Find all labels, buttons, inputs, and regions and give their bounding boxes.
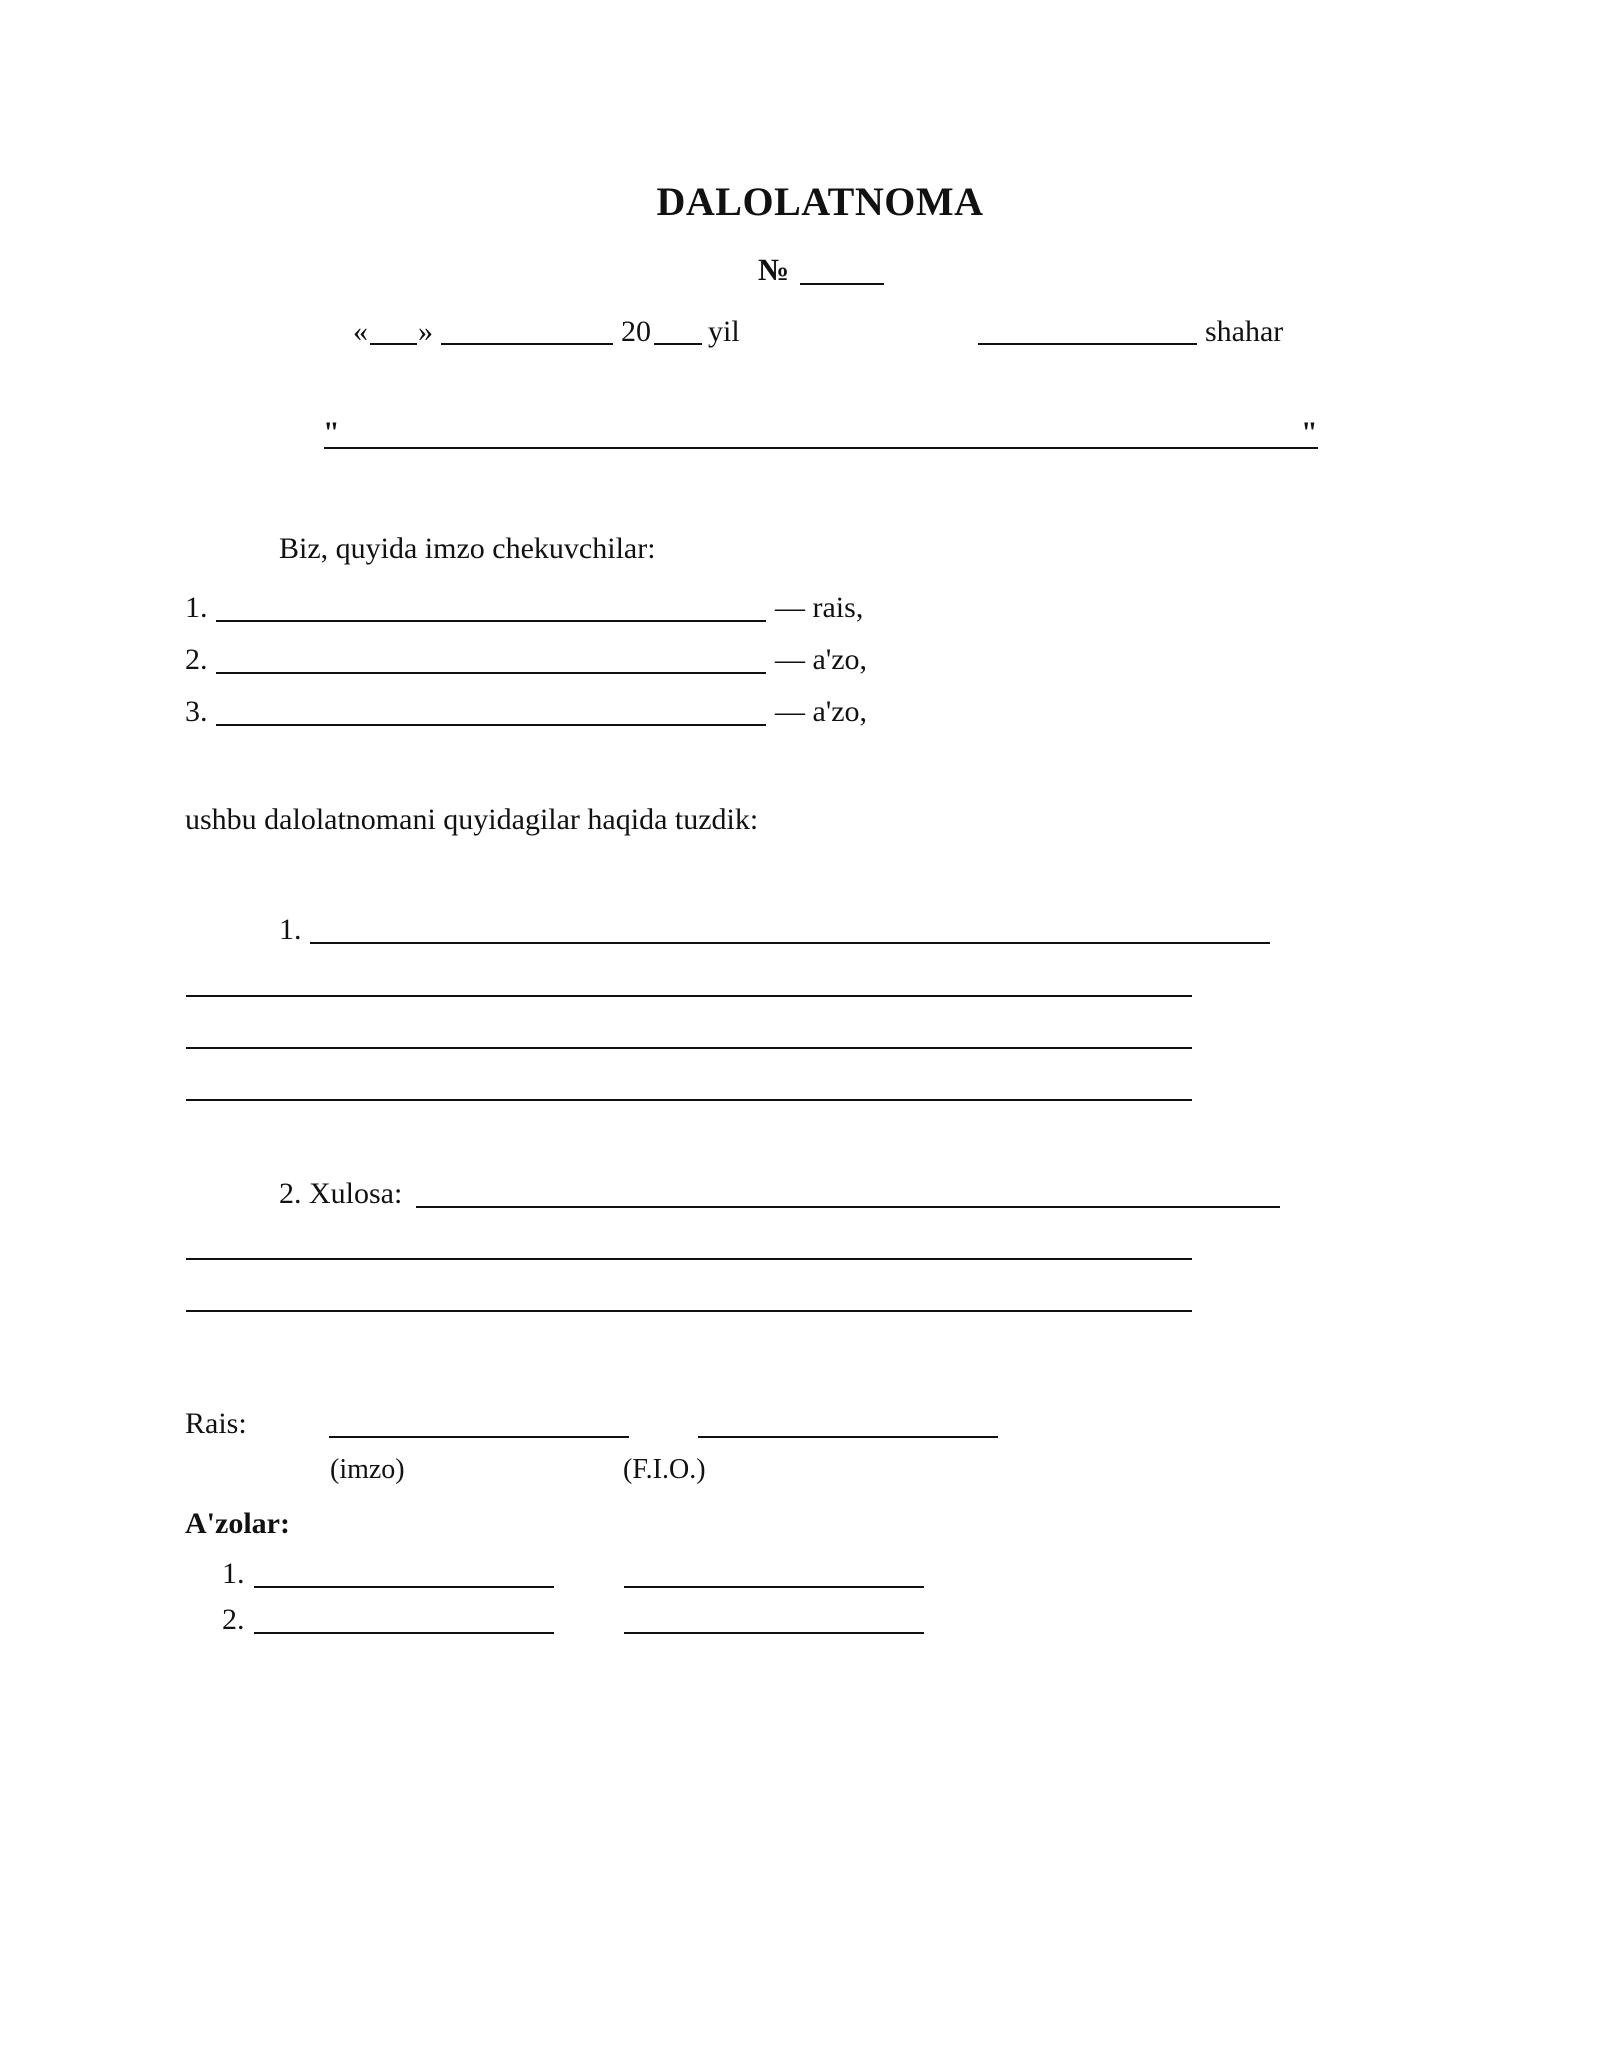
signer-number: 1. — [185, 591, 208, 624]
document-title: DALOLATNOMA — [656, 179, 984, 224]
signer-name-blank[interactable] — [216, 620, 766, 622]
date-month-blank[interactable] — [441, 343, 613, 345]
conclusion-label: 2. Xulosa: — [279, 1177, 403, 1210]
chair-label: Rais: — [185, 1407, 247, 1440]
signer-name-blank[interactable] — [216, 672, 766, 674]
members-label: A'zolar: — [185, 1507, 290, 1540]
signer-number: 2. — [185, 643, 208, 676]
signer-number: 3. — [185, 695, 208, 728]
member-signature-blank[interactable] — [254, 1632, 554, 1634]
chair-name-blank[interactable] — [698, 1436, 998, 1438]
chair-signature-blank[interactable] — [329, 1436, 629, 1438]
purpose-text: ushbu dalolatnomani quyidagilar haqida tuzdik: — [185, 803, 759, 836]
date-year-blank[interactable] — [654, 343, 702, 345]
date-close-quote: » — [418, 315, 433, 348]
member-name-blank[interactable] — [624, 1632, 924, 1634]
org-quote-close: " — [1301, 416, 1318, 449]
document-number-blank[interactable] — [800, 283, 884, 285]
member-number: 2. — [222, 1603, 245, 1636]
member-signature-blank[interactable] — [254, 1586, 554, 1588]
date-year-prefix: 20 — [621, 315, 651, 348]
signer-role: — a'zo, — [775, 643, 868, 676]
member-number: 1. — [222, 1557, 245, 1590]
item1-continuation-blank[interactable] — [186, 1099, 1192, 1101]
date-open-quote: « — [353, 315, 368, 348]
member-name-blank[interactable] — [624, 1586, 924, 1588]
name-caption: (F.I.O.) — [623, 1454, 706, 1485]
city-suffix: shahar — [1205, 315, 1284, 348]
date-day-blank[interactable] — [370, 343, 417, 345]
city-blank[interactable] — [978, 343, 1197, 345]
item1-number: 1. — [279, 913, 302, 946]
conclusion-blank[interactable] — [416, 1206, 1280, 1208]
signer-role: — a'zo, — [775, 695, 868, 728]
signer-role: — rais, — [775, 591, 864, 624]
conclusion-continuation-blank[interactable] — [186, 1258, 1192, 1260]
date-year-suffix: yil — [708, 315, 740, 348]
conclusion-continuation-blank[interactable] — [186, 1310, 1192, 1312]
org-quote-open: " — [323, 416, 340, 449]
signer-name-blank[interactable] — [216, 724, 766, 726]
item1-continuation-blank[interactable] — [186, 1047, 1192, 1049]
item1-blank[interactable] — [310, 942, 1270, 944]
signature-caption: (imzo) — [330, 1454, 405, 1485]
document-number-label: № — [758, 252, 790, 287]
intro-text: Biz, quyida imzo chekuvchilar: — [279, 532, 656, 565]
organization-blank[interactable] — [324, 447, 1318, 449]
item1-continuation-blank[interactable] — [186, 995, 1192, 997]
